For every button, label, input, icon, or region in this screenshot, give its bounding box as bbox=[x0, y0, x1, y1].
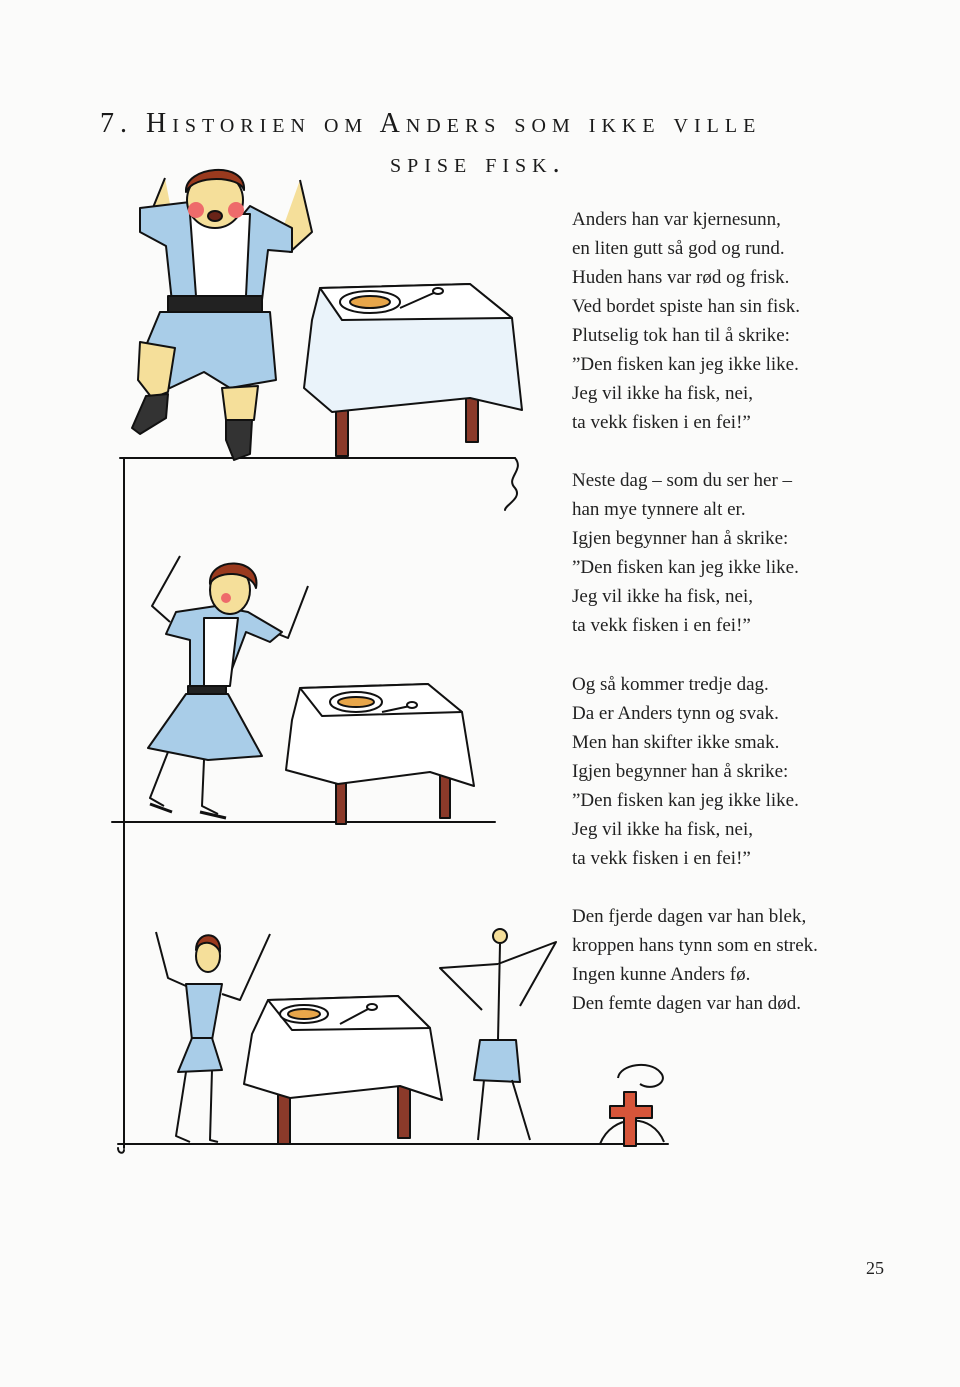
verse-line: ”Den fisken kan jeg ikke like. bbox=[572, 354, 799, 375]
verse-line: Men han skifter ikke smak. bbox=[572, 732, 780, 753]
stanza-3 bbox=[572, 670, 902, 873]
grave bbox=[600, 1065, 664, 1146]
table-3 bbox=[244, 996, 442, 1144]
stanza-1 bbox=[572, 205, 902, 437]
table-1 bbox=[304, 284, 522, 456]
verse-line: Og så kommer tredje dag. bbox=[572, 674, 769, 695]
verse-line: ”Den fisken kan jeg ikke like. bbox=[572, 790, 799, 811]
verse-line: Den fjerde dagen var han blek, bbox=[572, 906, 807, 927]
table-2 bbox=[286, 684, 474, 824]
verse-line: ta vekk fisken i en fei!” bbox=[572, 412, 751, 433]
verse-line: Den femte dagen var han død. bbox=[572, 993, 801, 1014]
verse-line: Neste dag – som du ser her – bbox=[572, 470, 793, 491]
verse-line: Jeg vil ikke ha fisk, nei, bbox=[572, 586, 753, 607]
title-line-2: spise fisk. bbox=[390, 148, 566, 179]
page-number: 25 bbox=[866, 1258, 884, 1278]
verse-line: ta vekk fisken i en fei!” bbox=[572, 848, 751, 869]
verse-line: han mye tynnere alt er. bbox=[572, 499, 746, 520]
verse-line: Ingen kunne Anders fø. bbox=[572, 964, 751, 985]
verse-line: Anders han var kjernesunn, bbox=[572, 209, 781, 230]
verse-line: ”Den fisken kan jeg ikke like. bbox=[572, 557, 799, 578]
verse-line: Igjen begynner han å skrike: bbox=[572, 761, 789, 782]
title-line-1: 7. Historien om Anders som ikke ville bbox=[100, 108, 762, 139]
stick-figure bbox=[440, 929, 556, 1140]
verse-line: Huden hans var rød og frisk. bbox=[572, 267, 790, 288]
verse-line: Plutselig tok han til å skrike: bbox=[572, 325, 790, 346]
verse-line: Jeg vil ikke ha fisk, nei, bbox=[572, 819, 753, 840]
verse-line: ta vekk fisken i en fei!” bbox=[572, 615, 751, 636]
verse-line: kroppen hans tynn som en strek. bbox=[572, 935, 818, 956]
verse-line: Jeg vil ikke ha fisk, nei, bbox=[572, 383, 753, 404]
verse-line: Ved bordet spiste han sin fisk. bbox=[572, 296, 800, 317]
thinner-boy bbox=[148, 556, 308, 818]
stanza-4 bbox=[572, 902, 902, 1018]
fat-boy bbox=[132, 170, 312, 460]
stanza-2 bbox=[572, 466, 902, 640]
verse-line: Da er Anders tynn og svak. bbox=[572, 703, 779, 724]
verse-line: Igjen begynner han å skrike: bbox=[572, 528, 789, 549]
verse-line: en liten gutt så god og rund. bbox=[572, 238, 785, 259]
